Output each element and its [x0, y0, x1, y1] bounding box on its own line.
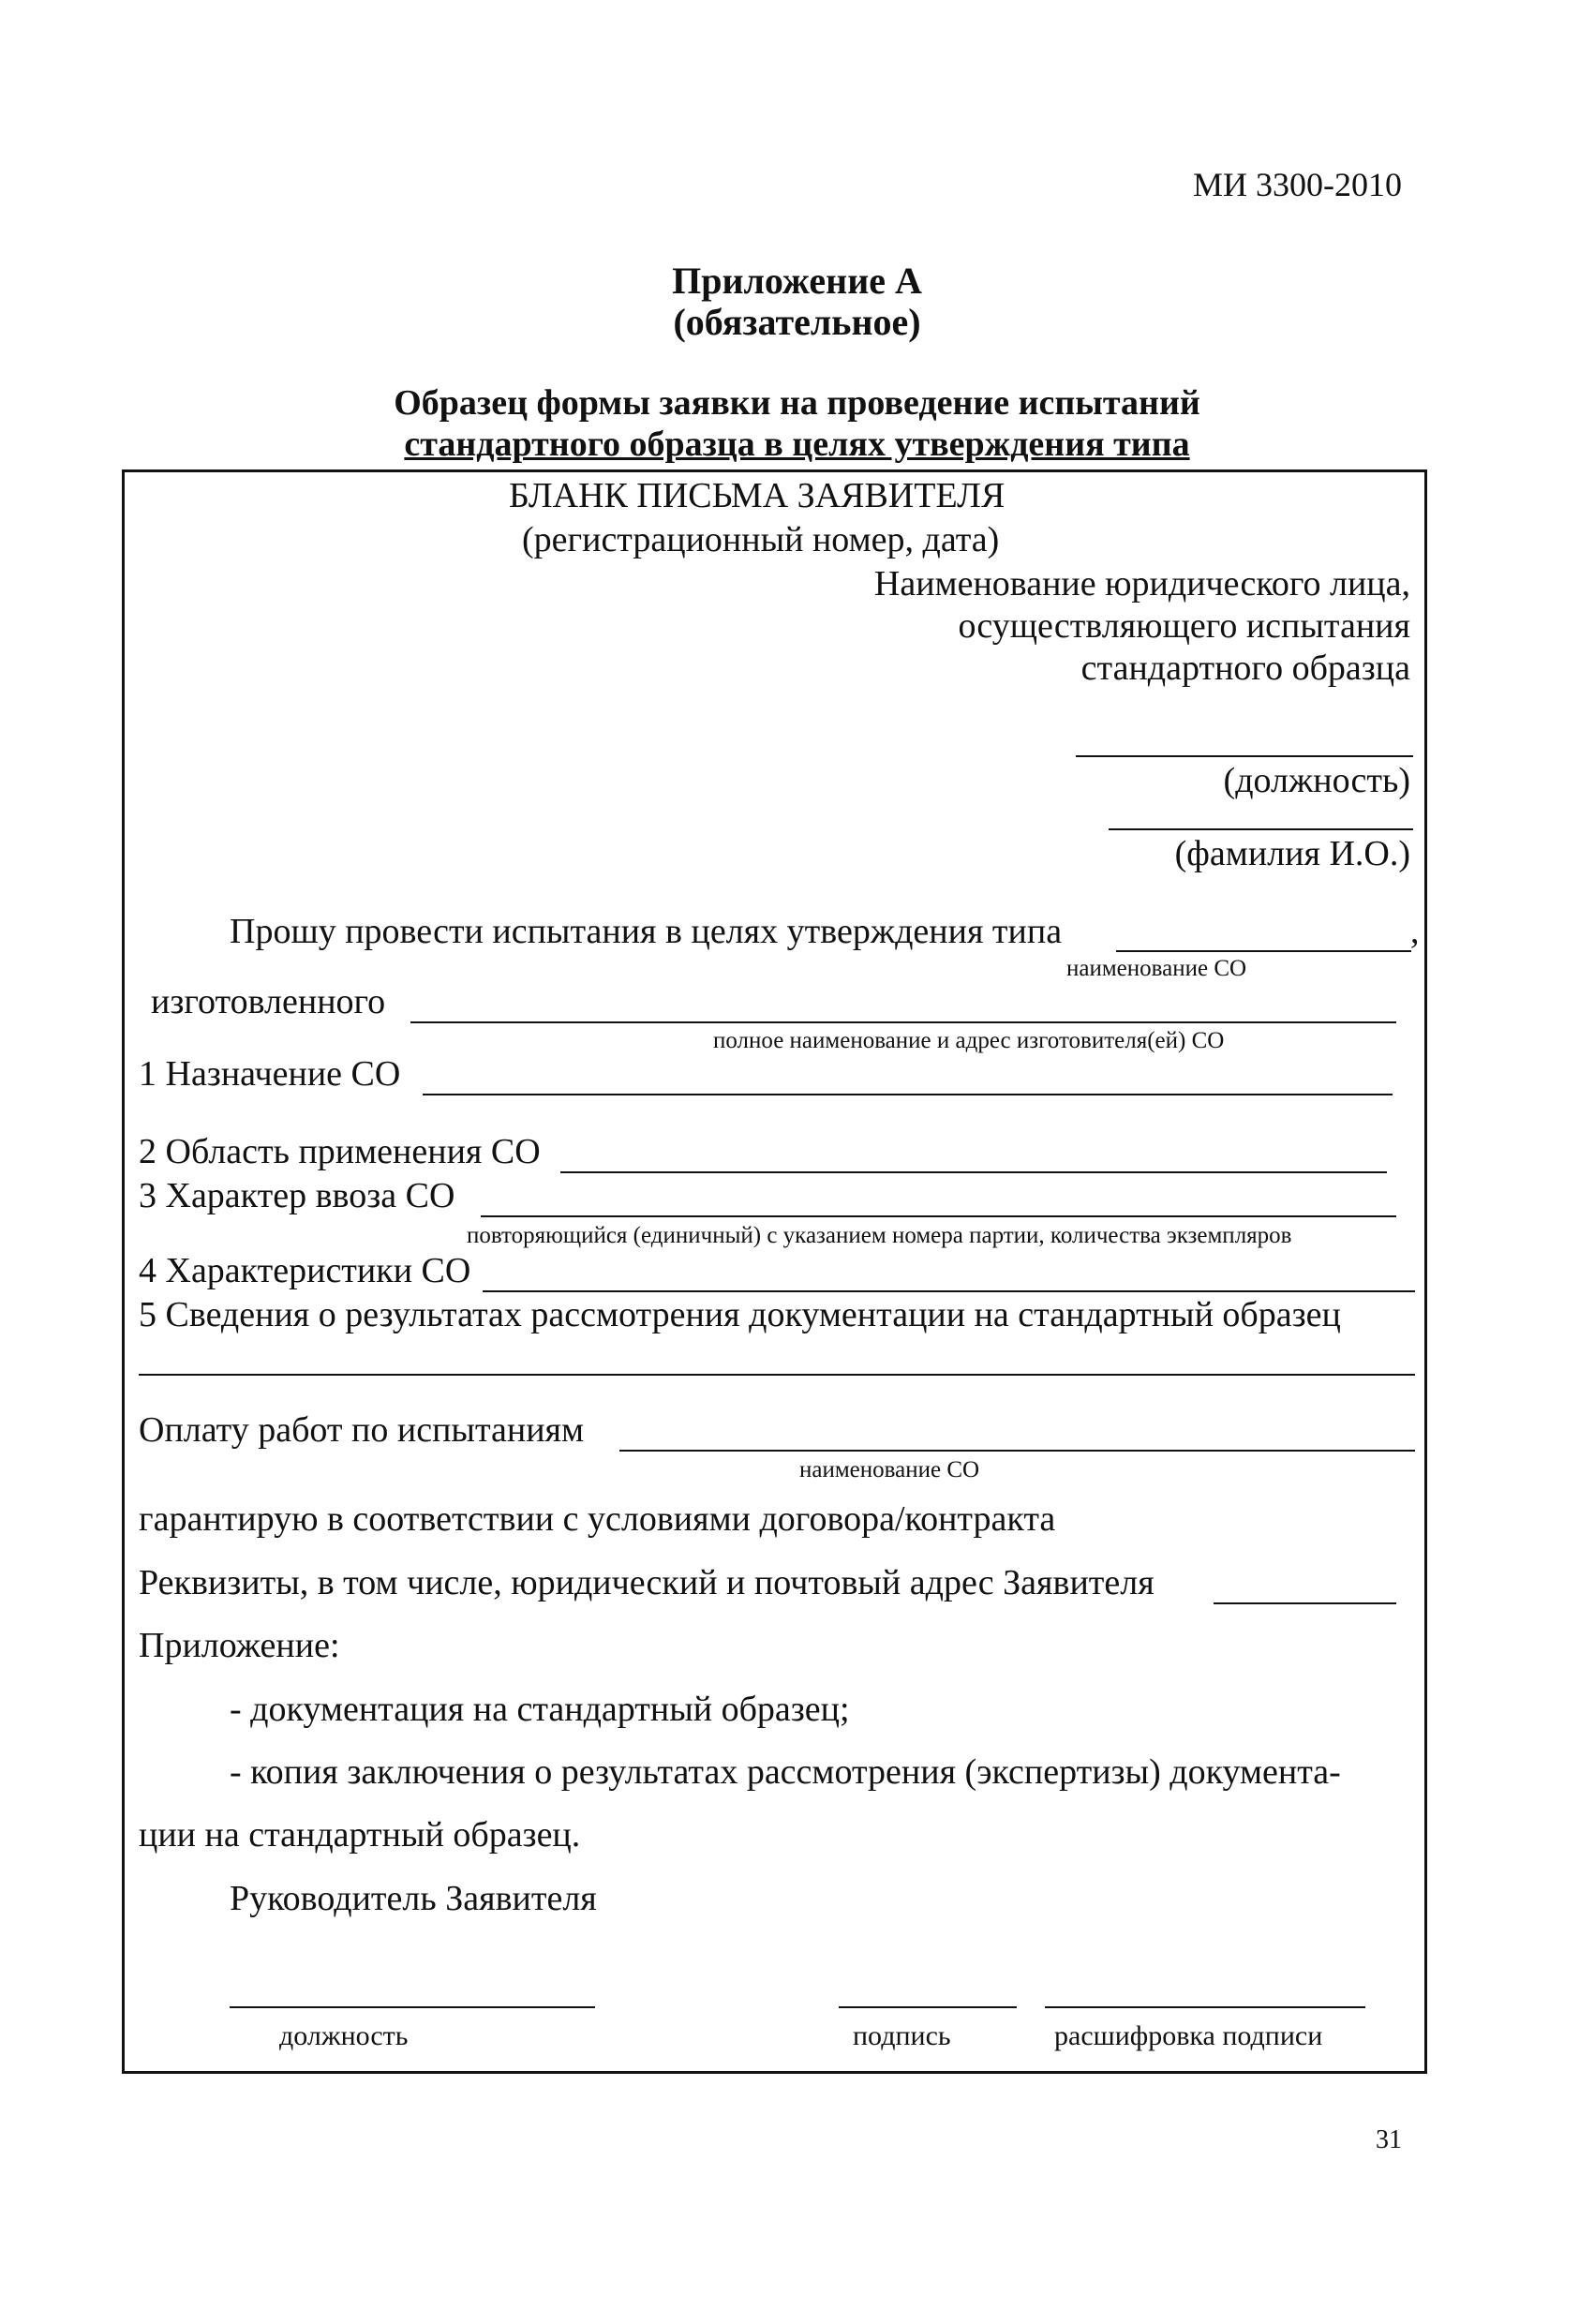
sig-decoding-label: расшифровка подписи	[1054, 2020, 1323, 2051]
position-field[interactable]	[1076, 755, 1413, 757]
annex-title: Приложение А	[672, 260, 922, 302]
addressee-line2: осуществляющего испытания	[958, 606, 1410, 646]
payment-label: Оплату работ по испытаниям	[139, 1410, 585, 1450]
characteristics-field[interactable]	[483, 1290, 1415, 1292]
sig-position-field[interactable]	[230, 2006, 595, 2008]
attachment-item-2a: - копия заключения о результатах рассмотрения (экспертизы) документа-	[230, 1752, 1341, 1792]
purpose-field[interactable]	[423, 1094, 1393, 1095]
review-field[interactable]	[139, 1374, 1415, 1376]
hint-payment: наименование СО	[799, 1457, 980, 1482]
hint-co-name: наименование СО	[1066, 956, 1247, 981]
manufactured-label: изготовленного	[151, 982, 386, 1021]
requisites-field[interactable]	[1214, 1602, 1396, 1604]
item-scope-label: 2 Область применения СО	[139, 1132, 541, 1171]
sig-position-label: должность	[279, 2020, 409, 2051]
item-import-label: 3 Характер ввоза СО	[139, 1176, 455, 1215]
registration-label: (регистрационный номер, дата)	[522, 520, 1000, 559]
form-title-line1: Образец формы заявки на проведение испытаний	[394, 383, 1200, 423]
sig-decoding-field[interactable]	[1045, 2006, 1365, 2008]
name-label: (фамилия И.О.)	[1174, 834, 1410, 873]
attachment-item-1: - документация на стандартный образец;	[230, 1690, 850, 1729]
hint-manufacturer: полное наименование и адрес изготовителя(ей) СО	[713, 1028, 1225, 1053]
co-name-field[interactable]	[1116, 950, 1411, 952]
hint-import: повторяющийся (единичный) с указанием номера партии, количества экземпляров	[467, 1223, 1292, 1248]
attachment-heading: Приложение:	[139, 1626, 340, 1665]
import-field[interactable]	[481, 1215, 1396, 1217]
item-review-label: 5 Сведения о результатах рассмотрения документации на стандартный образец	[139, 1295, 1341, 1334]
document-code: МИ 3300-2010	[1193, 166, 1402, 203]
addressee-line1: Наименование юридического лица,	[873, 564, 1410, 603]
payment-field[interactable]	[619, 1450, 1415, 1452]
scope-field[interactable]	[560, 1171, 1387, 1173]
annex-status: (обязательное)	[673, 301, 921, 343]
request-text: Прошу провести испытания в целях утверждения типа	[230, 912, 1063, 951]
addressee-line3: стандартного образца	[1080, 648, 1410, 688]
attachment-item-2b: ции на стандартный образец.	[139, 1815, 581, 1855]
item-characteristics-label: 4 Характеристики СО	[139, 1251, 471, 1290]
request-comma: ,	[1410, 912, 1420, 951]
requisites-label: Реквизиты, в том числе, юридический и почтовый адрес Заявителя	[139, 1563, 1155, 1602]
guarantee-text: гарантирую в соответствии с условиями договора/контракта	[139, 1499, 1056, 1539]
page-number: 31	[1376, 2125, 1402, 2154]
manufacturer-field[interactable]	[410, 1021, 1396, 1023]
sig-signature-field[interactable]	[839, 2006, 1017, 2008]
head-label: Руководитель Заявителя	[230, 1879, 597, 1918]
sig-signature-label: подпись	[853, 2020, 951, 2051]
position-label: (должность)	[1223, 761, 1410, 800]
application-form-frame	[122, 469, 1427, 2074]
item-purpose-label: 1 Назначение СО	[139, 1054, 401, 1094]
name-field[interactable]	[1109, 828, 1413, 830]
form-title-line2: стандартного образца в целях утверждения типа	[404, 425, 1190, 464]
blank-heading: БЛАНК ПИСЬМА ЗАЯВИТЕЛЯ	[509, 476, 1006, 515]
